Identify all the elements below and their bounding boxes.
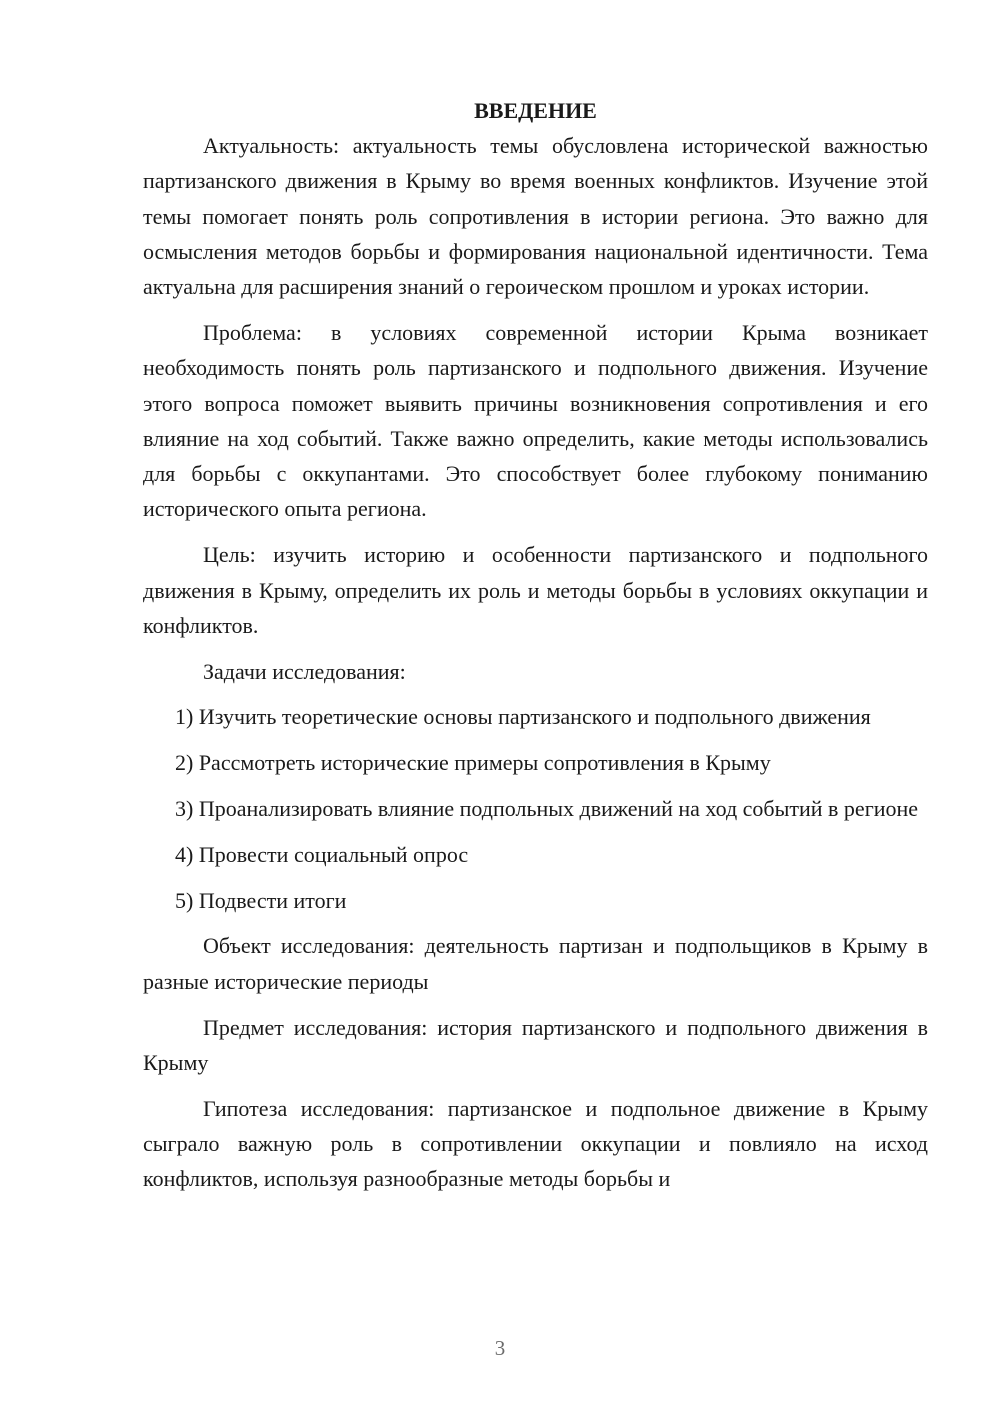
task-item-4: 4) Провести социальный опрос bbox=[175, 841, 469, 867]
task-item-2: 2) Рассмотреть исторические примеры сопротивления в Крыму bbox=[175, 750, 771, 776]
task-item-5: 5) Подвести итоги bbox=[175, 887, 347, 913]
page-number: 3 bbox=[494, 1336, 506, 1360]
paragraph-goal: Цель: изучить историю и особенности партизанского и подпольного движения в Крыму, определить их роль и методы борьбы в условиях оккупации и конфликтов. bbox=[143, 542, 928, 638]
paragraph-object: Объект исследования: деятельность партизан и подпольщиков в Крыму в разные исторические периоды bbox=[143, 933, 928, 994]
paragraph-hypothesis: Гипотеза исследования: партизанское и подпольное движение в Крыму сыграло важную роль в сопротивлении оккупации и повлияло на исход конфликтов, используя разнообразные методы борьбы и bbox=[143, 1095, 928, 1192]
paragraph-relevance: Актуальность: актуальность темы обусловлена исторической важностью партизанского движения в Крыму во время военных конфликтов. Изучение этой темы помогает понять роль сопротивления в истории региона. Это важно для осмысления методов борьбы и формирования национальной идентичности. Тема актуальна для расширения знаний о героическом прошлом и уроках истории. bbox=[143, 133, 928, 300]
paragraph-problem: Проблема: в условиях современной истории Крыма возникает необходимость понять роль партизанского и подпольного движения. Изучение этого вопроса поможет выявить причины возникновения сопротивления и его влияние на ход событий. Также важно определить, какие методы использовались для борьбы с оккупантами. Это способствует более глубокому пониманию исторического опыта региона. bbox=[143, 319, 928, 522]
document-page bbox=[143, 93, 928, 1207]
paragraph-subject: Предмет исследования: история партизанского и подпольного движения в Крыму bbox=[143, 1014, 928, 1075]
task-item-1: 1) Изучить теоретические основы партизанского и подпольного движения bbox=[175, 704, 871, 730]
paragraph-tasks-heading: Задачи исследования: bbox=[203, 658, 406, 684]
task-item-3: 3) Проанализировать влияние подпольных движений на ход событий в регионе bbox=[175, 796, 919, 822]
page-title: ВВЕДЕНИЕ bbox=[474, 98, 597, 123]
